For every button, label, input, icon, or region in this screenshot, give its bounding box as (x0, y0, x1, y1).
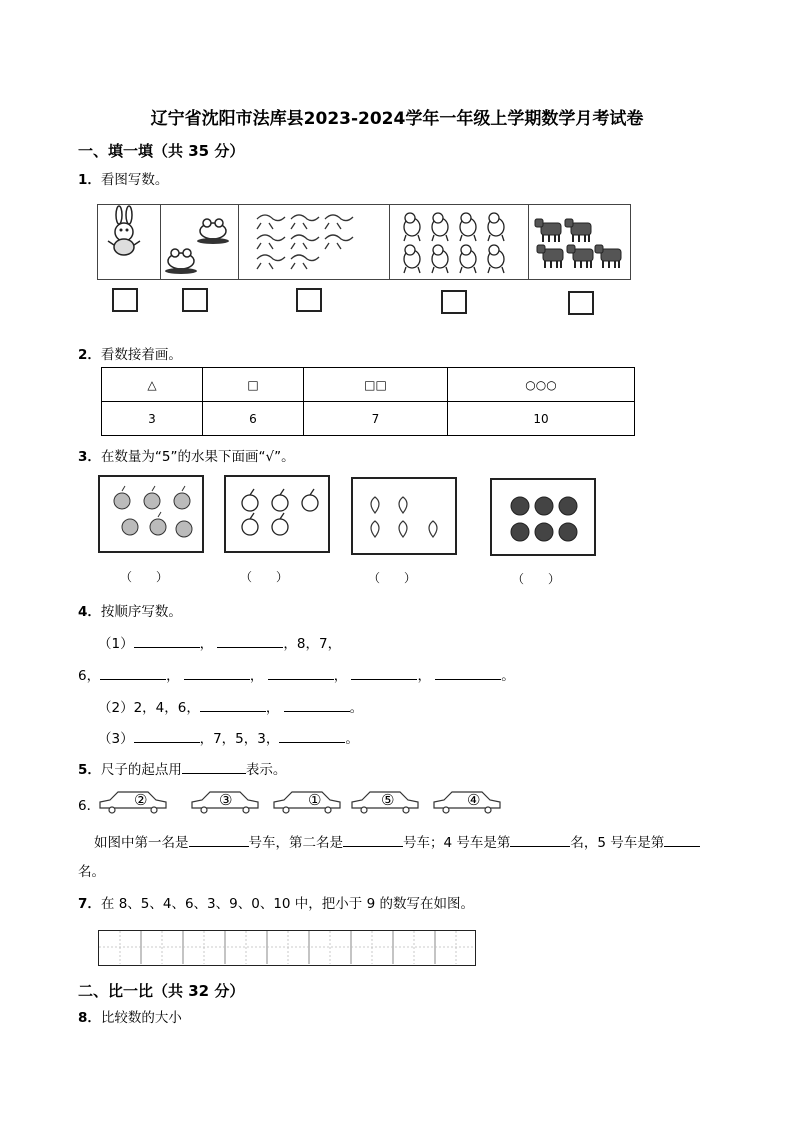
answer-box-3[interactable] (296, 288, 322, 312)
question-text: 在 8、5、4、6、3、9、0、10 中，把小于 9 的数写在如图。 (100, 896, 474, 912)
strawberry-icon (353, 479, 455, 553)
blank[interactable] (351, 666, 417, 680)
watermelon-icon (492, 480, 594, 554)
question-number: 4． (78, 604, 101, 620)
blank[interactable] (510, 833, 570, 847)
question-text: 比较数的大小 (100, 1010, 182, 1026)
blank[interactable] (664, 833, 700, 847)
q6-text-end: 名。 (78, 864, 105, 880)
separator: ， (265, 700, 280, 716)
car-number: ⑤ (381, 791, 395, 809)
question-text: 尺子的起点用 (100, 762, 182, 778)
pear-icon (100, 477, 202, 551)
question-number: 7． (78, 896, 101, 912)
answer-paren-2[interactable]: （ ） (240, 570, 289, 584)
lizard-icon (239, 205, 389, 279)
rabbit-icon (98, 205, 160, 279)
blank[interactable] (184, 666, 250, 680)
symbol-cell: ○○○ (448, 368, 635, 402)
rabbit-cell (98, 205, 161, 279)
blank[interactable] (217, 634, 283, 648)
answer-paren-3[interactable]: （ ） (368, 571, 417, 585)
blank[interactable] (435, 666, 501, 680)
blank[interactable] (284, 698, 350, 712)
question-1 (78, 168, 168, 188)
lizard-cell (239, 205, 390, 279)
separator: ， (249, 668, 264, 684)
blank[interactable] (134, 729, 200, 743)
strawberry-box (351, 477, 457, 555)
apple-icon (226, 477, 328, 551)
label: 如图中第一名是 (94, 835, 189, 851)
section-heading-1: 一、填一填（共 35 分） (78, 142, 245, 160)
grid-lines (99, 931, 474, 964)
question-number: 1． (78, 172, 101, 188)
dog-cell (390, 205, 529, 279)
answer-box-1[interactable] (112, 288, 138, 312)
question-number: 2． (78, 347, 101, 363)
question-text: 按顺序写数。 (100, 604, 182, 620)
picture-strip (97, 204, 631, 280)
symbol-cell: △ (102, 368, 203, 402)
question-text: 看数接着画。 (100, 347, 182, 363)
question-7 (78, 892, 474, 912)
car-number: ④ (467, 791, 481, 809)
blank[interactable] (268, 666, 334, 680)
apple-box (224, 475, 330, 553)
watermelon-box (490, 478, 596, 556)
question-6-number: 6． (78, 798, 101, 814)
label: 号车，第二名是 (248, 835, 343, 851)
page-title: 辽宁省沈阳市法库县2023-2024学年一年级上学期数学月考试卷 (150, 109, 644, 129)
number-cell: 10 (448, 402, 635, 436)
symbol-cell: □□ (304, 368, 448, 402)
blank[interactable] (100, 666, 166, 680)
label: 。 (349, 700, 364, 716)
question-number: 8． (78, 1010, 101, 1026)
blank[interactable] (279, 729, 345, 743)
car-row (98, 786, 508, 816)
answer-grid[interactable] (98, 930, 476, 966)
answer-paren-4[interactable]: （ ） (512, 572, 561, 586)
section-heading-2: 二、比一比（共 32 分） (78, 982, 245, 1000)
ox-icon (529, 205, 629, 279)
question-text: 在数量为“5”的水果下面画“√”。 (100, 449, 295, 465)
question-text: 看图写数。 (100, 172, 169, 188)
separator: ， (333, 668, 348, 684)
label: 。 (501, 668, 515, 684)
question-text: 表示。 (245, 762, 287, 778)
blank[interactable] (134, 634, 200, 648)
q4-line-4 (98, 727, 359, 747)
q4-line-2 (78, 664, 515, 684)
label: （3） (98, 731, 134, 747)
car-number: ③ (219, 791, 233, 809)
symbol-cell: □ (203, 368, 304, 402)
question-number: 3． (78, 449, 101, 465)
pear-box (98, 475, 204, 553)
answer-box-2[interactable] (182, 288, 208, 312)
car-icon (98, 786, 508, 816)
question-3 (78, 445, 295, 465)
question-number: 5． (78, 762, 101, 778)
separator: ， (199, 636, 214, 652)
dog-icon (390, 205, 528, 279)
blank[interactable] (200, 698, 266, 712)
question-5 (78, 758, 286, 778)
blank[interactable] (189, 833, 249, 847)
number-cell: 7 (304, 402, 448, 436)
number-cell: 6 (203, 402, 304, 436)
label: 号车；4 号车是第 (403, 835, 511, 851)
question-4 (78, 600, 182, 620)
label: 名，5 号车是第 (570, 835, 665, 851)
frog-cell (161, 205, 239, 279)
car-number: ① (308, 791, 322, 809)
answer-box-4[interactable] (441, 290, 467, 314)
label: ，8，7， (283, 636, 342, 652)
number-cell: 3 (102, 402, 203, 436)
frog-icon (161, 205, 238, 279)
label: （1） (98, 636, 134, 652)
separator: ， (417, 668, 431, 684)
q4-line-3 (98, 696, 363, 716)
q4-line-1 (98, 632, 341, 652)
label: 。 (345, 731, 359, 747)
question-2 (78, 343, 182, 363)
q6-text (94, 831, 700, 851)
label: （2）2，4，6， (98, 700, 200, 716)
car-number: ② (134, 791, 148, 809)
blank[interactable] (182, 760, 246, 774)
answer-box-5[interactable] (568, 291, 594, 315)
draw-table (101, 367, 635, 436)
label: ，7，5，3， (199, 731, 280, 747)
answer-paren-1[interactable]: （ ） (120, 570, 169, 584)
question-8 (78, 1006, 182, 1026)
label: 6， (78, 668, 101, 684)
ox-cell (529, 205, 630, 279)
blank[interactable] (343, 833, 403, 847)
separator: ， (166, 668, 180, 684)
